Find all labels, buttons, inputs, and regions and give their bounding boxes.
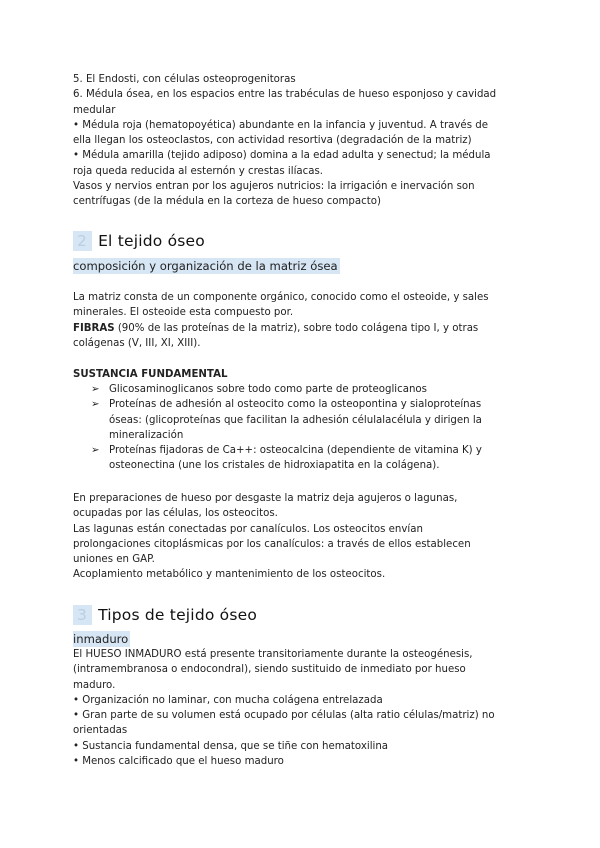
text-line: ella llegan los osteoclastos, con actividad resortiva (degradación de la matriz) (73, 135, 472, 147)
paragraph-lagunas (73, 491, 528, 583)
text-line: • Médula amarilla (tejido adiposo) domina a la edad adulta y senectud; la médula (73, 150, 491, 162)
text-line: minerales. El osteoide esta compuesto por. (73, 307, 294, 319)
text-line: colágenas (V, III, XI, XIII). (73, 337, 201, 349)
text-line: • Organización no laminar, con mucha colágena entrelazada (73, 694, 383, 706)
text-line: • Sustancia fundamental densa, que se tiñe con hematoxilina (73, 740, 389, 752)
section-number: 3 (73, 605, 92, 625)
text-line: roja queda reducida al esternón y crestas ilíacas. (73, 165, 324, 177)
text-line: • Médula roja (hematopoyética) abundante en la infancia y juventud. A través de (73, 119, 488, 131)
paragraph-inmaduro (73, 647, 528, 769)
text-line: Proteínas fijadoras de Ca++: osteocalcina (dependiente de vitamina K) y (109, 445, 482, 457)
section-subtitle: composición y organización de la matriz ósea (73, 259, 338, 273)
section-number: 2 (73, 231, 92, 251)
text-line: Acoplamiento metabólico y mantenimiento de los osteocitos. (73, 569, 386, 581)
text-line: Glicosaminoglicanos sobre todo como parte de proteoglicanos (109, 384, 427, 395)
sustancia-heading: SUSTANCIA FUNDAMENTAL (73, 369, 228, 380)
list-item (91, 397, 482, 443)
text-line: • Menos calcificado que el hueso maduro (73, 756, 284, 768)
section-subtitle: inmaduro (73, 632, 129, 646)
list-item (91, 382, 482, 397)
text-line: El HUESO INMADURO está presente transitoriamente durante la osteogénesis, (73, 649, 473, 660)
text-line: medular (73, 104, 116, 116)
text-line: orientadas (73, 725, 128, 737)
fibras-text: (90% de las proteínas de la matriz), sobre todo colágena tipo I, y otras (114, 322, 479, 334)
section-title: Tipos de tejido óseo (98, 606, 258, 624)
text-line: uniones en GAP. (73, 554, 155, 566)
text-line: (intramembranosa o endocondral), siendo sustituido de inmediato por hueso (73, 664, 466, 676)
text-line: En preparaciones de hueso por desgaste la matriz deja agujeros o lagunas, (73, 493, 458, 504)
text-line: centrífugas (de la médula en la corteza de hueso compacto) (73, 196, 381, 208)
paragraph-matrix (73, 290, 528, 351)
text-line: 6. Médula ósea, en los espacios entre las trabéculas de hueso esponjoso y cavidad (73, 89, 497, 101)
text-line: óseas: (glicoproteínas que facilitan la adhesión célulalacélula y dirigen la (109, 414, 482, 426)
text-line: osteonectina (une los cristales de hidroxiapatita en la colágena). (109, 460, 440, 472)
text-line: Proteínas de adhesión al osteocito como la osteopontina y sialoproteínas (109, 399, 482, 411)
text-line: 5. El Endosti, con células osteoprogenitoras (73, 74, 296, 85)
text-line: La matriz consta de un componente orgánico, conocido como el osteoide, y sales (73, 292, 489, 303)
list-item (91, 443, 482, 474)
arrow-bullet-icon: ➢ (91, 399, 100, 411)
section-heading-2 (73, 231, 205, 251)
text-line: • Gran parte de su volumen está ocupado por células (alta ratio células/matriz) no (73, 710, 495, 722)
text-line: Las lagunas están conectadas por canalículos. Los osteocitos envían (73, 523, 423, 535)
text-line (73, 321, 528, 336)
text-line: mineralización (109, 429, 184, 441)
text-line: prolongaciones citoplásmicas por los canalículos: a través de ellos establecen (73, 538, 471, 550)
paragraph-bone-marrow (73, 72, 528, 210)
section-heading-3 (73, 605, 257, 625)
section-title: El tejido óseo (98, 232, 205, 250)
text-line: Vasos y nervios entran por los agujeros nutricios: la irrigación e inervación son (73, 181, 475, 193)
sustancia-list (91, 382, 482, 474)
fibras-label: FIBRAS (73, 322, 115, 334)
arrow-bullet-icon: ➢ (91, 445, 100, 457)
text-line: maduro. (73, 679, 116, 691)
text-line: ocupadas por las células, los osteocitos. (73, 508, 278, 520)
arrow-bullet-icon: ➢ (91, 384, 100, 395)
